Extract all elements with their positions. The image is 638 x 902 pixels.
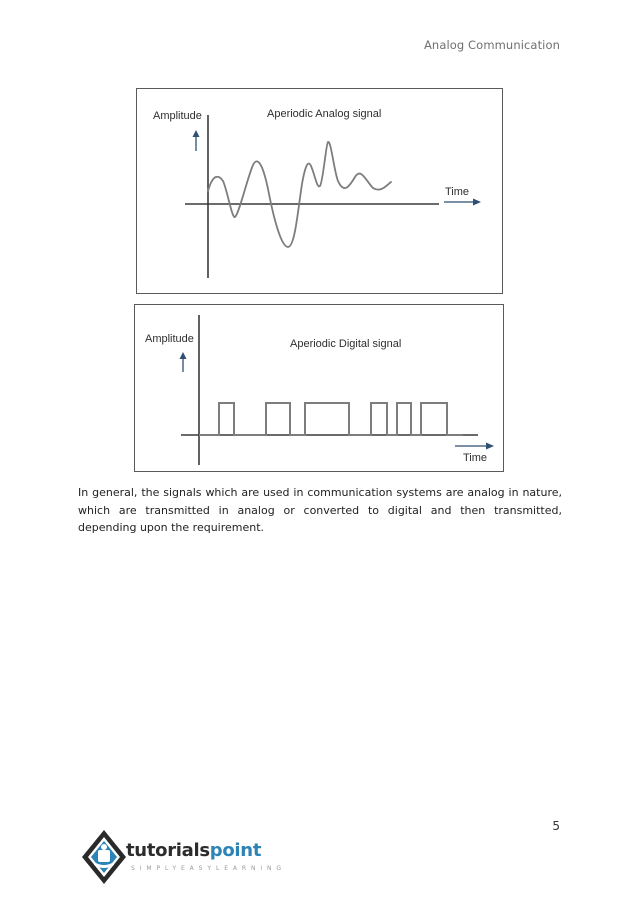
digital-signal-figure (134, 304, 504, 472)
page-number: 5 (552, 819, 560, 833)
running-header: Analog Communication (423, 38, 560, 52)
analog-x-axis-label: Time (445, 186, 470, 198)
digital-figure-title: Aperiodic Digital signal (290, 338, 402, 350)
amplitude-arrow-icon (193, 130, 200, 151)
amplitude-arrow-icon (180, 352, 187, 372)
logo-emblem-icon (80, 828, 128, 886)
tutorialspoint-logo (80, 828, 290, 886)
digital-signal-graph (135, 305, 503, 471)
digital-waveform (199, 403, 463, 435)
digital-y-axis-label: Amplitude (145, 333, 194, 345)
analog-figure-title: Aperiodic Analog signal (267, 108, 382, 120)
logo-wordmark-part2: point (209, 840, 262, 861)
logo-wordmark (126, 840, 261, 861)
analog-signal-figure (136, 88, 503, 294)
time-arrow-icon (444, 199, 481, 206)
digital-x-axis-label: Time (463, 452, 488, 464)
logo-tagline: SIMPLYEASYLEARNING (131, 865, 286, 872)
logo-wordmark-part1: tutorials (126, 840, 210, 861)
analog-y-axis-label: Amplitude (153, 110, 202, 122)
analog-waveform (208, 142, 391, 247)
time-arrow-icon (455, 443, 494, 450)
body-paragraph: In general, the signals which are used in communication systems are analog in nature, which are transmitted in analog or converted to digital and then transmitted, depending upon the requirement. (78, 486, 562, 534)
